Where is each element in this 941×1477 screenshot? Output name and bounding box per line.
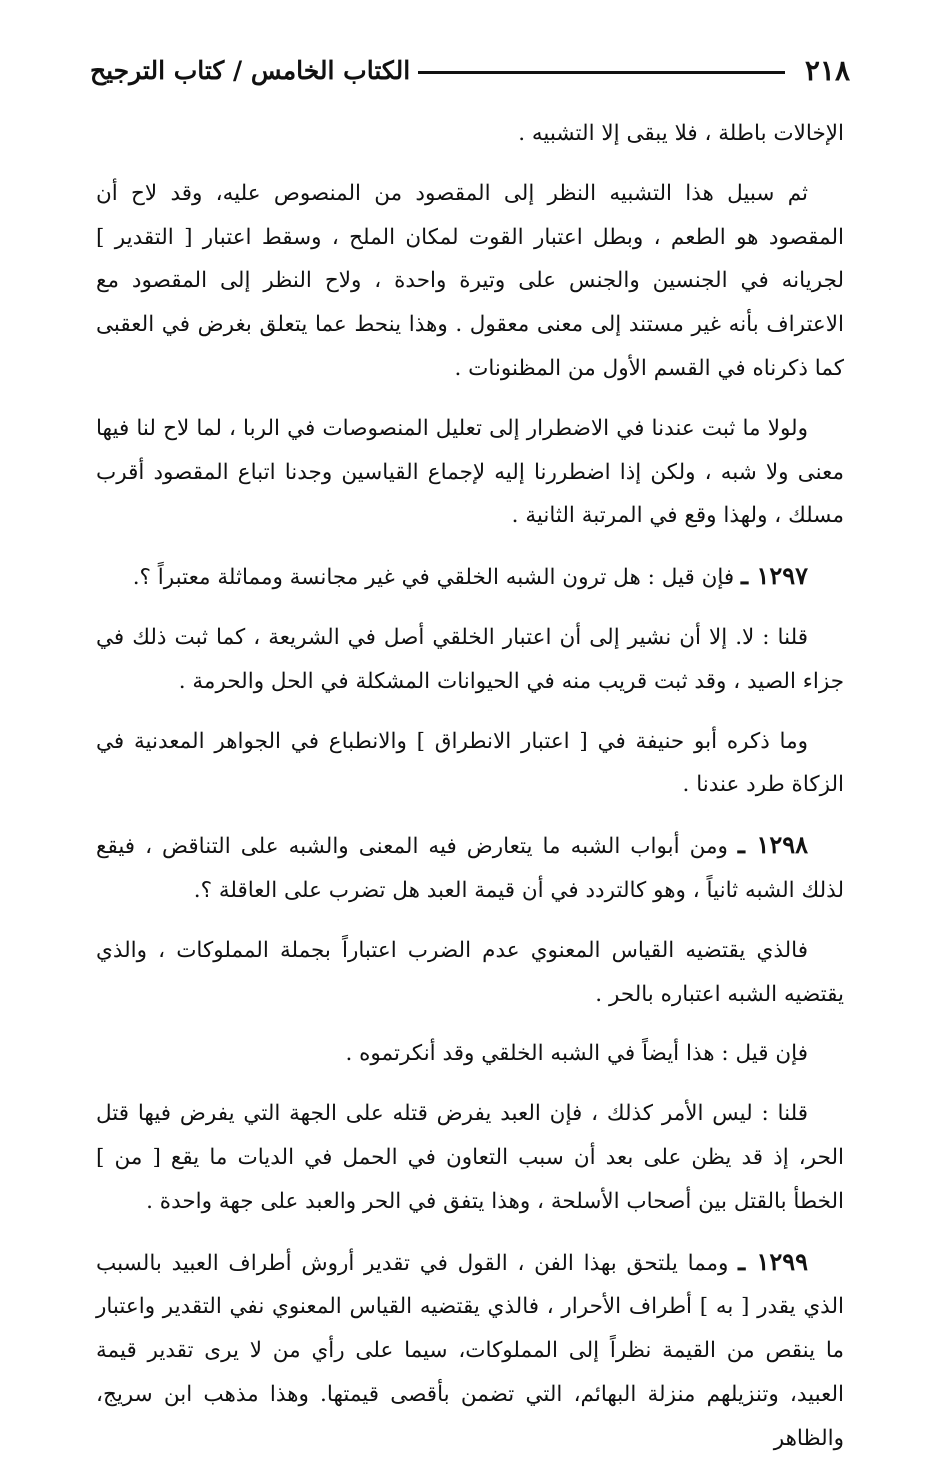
header-rule: [418, 71, 785, 74]
paragraph-text: وما ذكره أبو حنيفة في [ اعتبار الانطراق ] والانطباع في الجواهر المعدنية في الزكاة طرد عندنا .: [96, 728, 844, 798]
paragraph: [96, 1240, 844, 1461]
paragraph-text: فإن قيل : هذا أيضاً في الشبه الخلقي وقد أنكرتموه .: [345, 1041, 808, 1067]
issue-number: ١٢٩٩ ـ: [738, 1246, 808, 1276]
paragraph-text: فالذي يقتضيه القياس المعنوي عدم الضرب اعتباراً بجملة المملوكات ، والذي يقتضيه الشبه اعتباره بالحر .: [96, 937, 844, 1007]
paragraph: [96, 1092, 844, 1223]
paragraph-text: ومما يلتحق بهذا الفن ، القول في تقدير أروش أطراف العبيد بالسبب الذي يقدر [ به ] أطراف الأحرار ، فالذي يقتضيه القياس المعنوي نفي التقدير واعتبار ما ينقص من القيمة نظراً إلى المملوكات، سيما على رأي من لا يرى تقدير قيمة العبيد، وتنزيلهم منزلة البهائم، التي تضمن بأقصى قيمتها. وهذا مذهب ابن سريج، والظاهر: [96, 1250, 844, 1451]
page-body: [96, 112, 844, 1477]
paragraph: [96, 823, 844, 913]
paragraph: [96, 407, 844, 538]
page-header: [90, 48, 850, 92]
paragraph: [96, 616, 844, 704]
paragraph-text: ثم سبيل هذا التشبيه النظر إلى المقصود من المنصوص عليه، وقد لاح أن المقصود هو الطعم ، وبطل اعتبار القوت لمكان الملح ، وسقط اعتبار [ التقدير ] لجريانه في الجنسين والجنس على وتيرة واحدة ، ولاح النظر إلى المقصود مع الاعتراف بأنه غير مستند إلى معنى معقول . وهذا ينحط عما يتعلق بغرض في العقبى كما ذكرناه في القسم الأول من المظنونات .: [96, 180, 844, 381]
page-number: ٢١٨: [804, 53, 850, 87]
paragraph: [96, 172, 844, 391]
paragraph-text: فإن قيل : هل ترون الشبه الخلقي في غير مجانسة ومماثلة معتبراً ؟.: [132, 565, 735, 591]
paragraph-text: قلنا : ليس الأمر كذلك ، فإن العبد يفرض قتله على الجهة التي يفرض فيها قتل الحر، إذ قد يظن على بعد أن سبب التعاون في الحمل في الديات ما يقع [ من ] الخطأ بالقتل بين أصحاب الأسلحة ، وهذا يتفق في الحر والعبد على جهة واحدة .: [96, 1101, 844, 1214]
paragraph-text: ولولا ما ثبت عندنا في الاضطرار إلى تعليل المنصوصات في الربا ، لما لاح لنا فيها معنى ولا شبه ، ولكن إذا اضطررنا إليه لإجماع القياسين وجدنا اتباع المقصود أقرب مسلك ، ولهذا وقع في المرتبة الثانية .: [96, 415, 844, 529]
paragraph: [96, 1032, 844, 1076]
issue-number: ١٢٩٨ ـ: [737, 830, 808, 860]
paragraph-text: قلنا : لا. إلا أن نشير إلى أن اعتبار الخلقي أصل في الشريعة ، كما ثبت ذلك في جزاء الصيد ، وقد ثبت قريب منه في الحيوانات المشكلة في الحل والحرمة .: [96, 624, 844, 694]
paragraph-text: ومن أبواب الشبه ما يتعارض فيه المعنى والشبه على التناقض ، فيقع لذلك الشبه ثانياً ، وهو كالتردد في أن قيمة العبد هل تضرب على العاقلة ؟.: [96, 834, 844, 903]
issue-number: ١٢٩٧ ـ: [741, 561, 808, 591]
running-title: الكتاب الخامس / كتاب الترجيح: [90, 55, 411, 85]
paragraph: [96, 112, 844, 156]
paragraph: [96, 554, 844, 600]
paragraph-text: الإخالات باطلة ، فلا يبقى إلا التشبيه .: [518, 121, 844, 146]
paragraph: [96, 720, 844, 808]
paragraph: [96, 929, 844, 1017]
